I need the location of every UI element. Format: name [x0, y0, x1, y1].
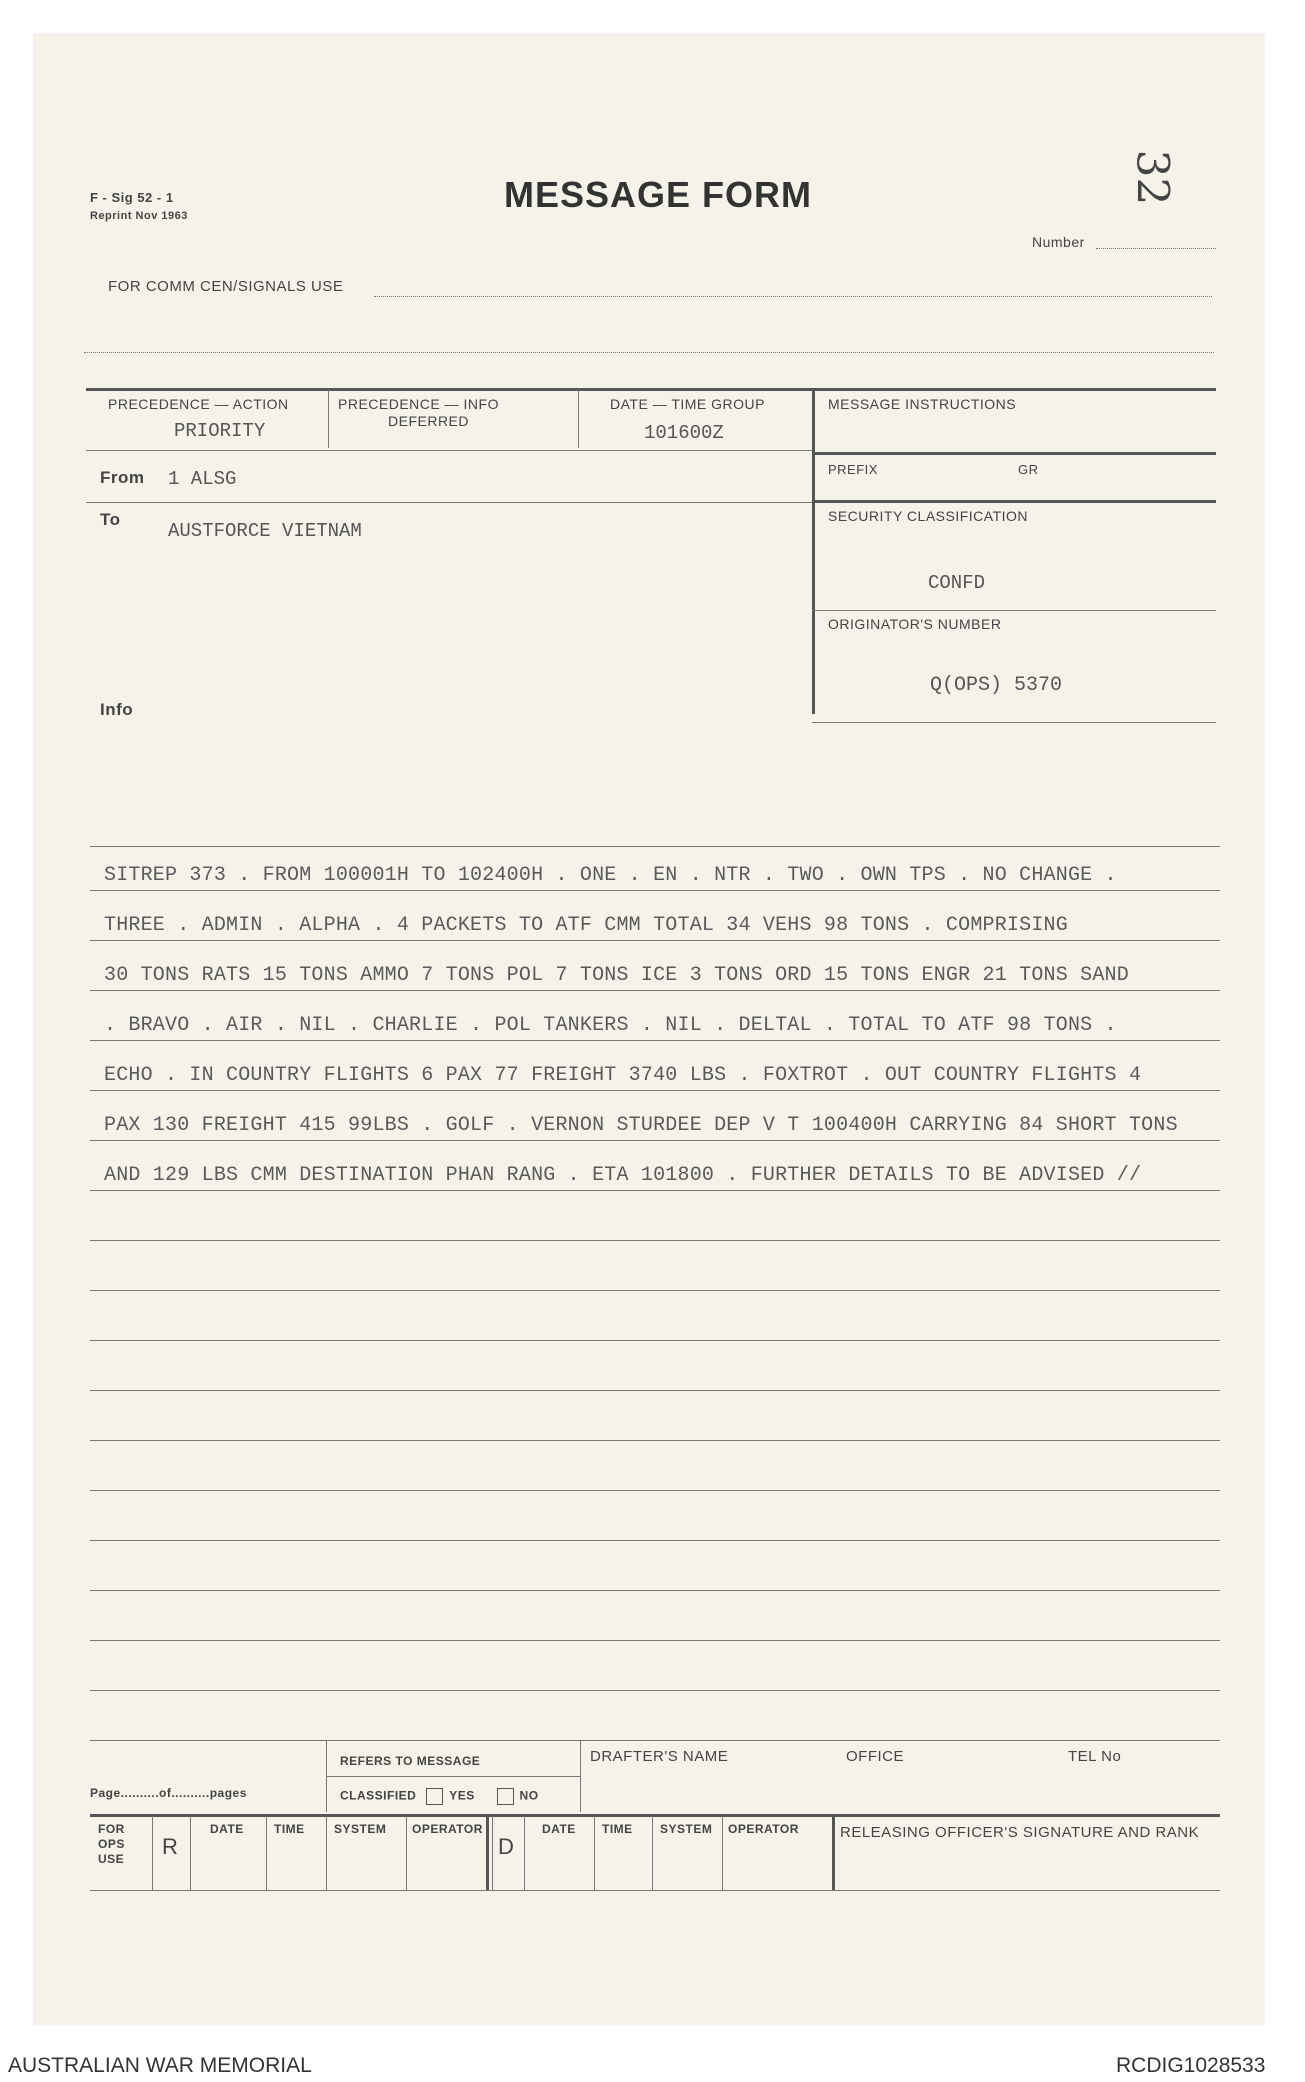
header-divider-2 — [578, 390, 579, 448]
form-number: F - Sig 52 - 1 — [90, 190, 174, 205]
precedence-action-label: PRECEDENCE — ACTION — [108, 396, 289, 412]
body-rule — [90, 1590, 1220, 1591]
message-line: SITREP 373 . FROM 100001H TO 102400H . ONE . EN . NTR . TWO . OWN TPS . NO CHANGE . — [104, 864, 1117, 887]
body-rule — [90, 1440, 1220, 1441]
r-date-label: DATE — [210, 1822, 244, 1836]
r-time-label: TIME — [274, 1822, 305, 1836]
message-form-sheet — [34, 34, 1264, 2024]
ops-use-bottom-rule — [90, 1890, 1220, 1891]
handwritten-page-number: 32 — [1126, 149, 1178, 206]
body-rule — [90, 1540, 1220, 1541]
ops-col-divider — [406, 1816, 407, 1890]
originator-number-label: ORIGINATOR'S NUMBER — [828, 616, 1002, 632]
message-instructions-label: MESSAGE INSTRUCTIONS — [828, 396, 1017, 412]
ops-col-divider — [266, 1816, 267, 1890]
reprint-note: Reprint Nov 1963 — [90, 210, 188, 222]
number-label: Number — [1032, 234, 1085, 250]
body-rule-top — [90, 846, 1220, 847]
gr-label: GR — [1018, 462, 1039, 477]
header-top-rule — [86, 388, 1216, 391]
message-line: AND 129 LBS CMM DESTINATION PHAN RANG . ETA 101800 . FURTHER DETAILS TO BE ADVISED // — [104, 1164, 1142, 1187]
tel-no-label: TEL No — [1068, 1748, 1122, 1765]
message-line: PAX 130 FREIGHT 415 99LBS . GOLF . VERNON STURDEE DEP V T 100400H CARRYING 84 SHORT TONS — [104, 1114, 1178, 1137]
archive-caption-right: RCDIG1028533 — [1116, 2054, 1266, 2077]
dtg-value[interactable]: 101600Z — [644, 422, 724, 444]
from-top-rule — [86, 450, 812, 451]
body-rule — [90, 1690, 1220, 1691]
footer-top-rule — [90, 1740, 1220, 1741]
body-rule — [90, 890, 1220, 891]
d-system-label: SYSTEM — [660, 1822, 713, 1836]
for-ops-use-label: FOR OPS USE — [98, 1822, 125, 1866]
originator-top-rule — [812, 610, 1216, 611]
d-operator-label: OPERATOR — [728, 1822, 799, 1836]
info-label: Info — [100, 700, 134, 719]
drafters-name-label: DRAFTER'S NAME — [590, 1748, 729, 1765]
classified-no-checkbox[interactable] — [497, 1788, 514, 1805]
refers-to-message-label: REFERS TO MESSAGE — [340, 1754, 481, 1768]
ops-use-top-rule — [90, 1814, 1220, 1817]
classified-yes-checkbox[interactable] — [426, 1788, 443, 1805]
body-rule — [90, 1140, 1220, 1141]
prefix-label: PREFIX — [828, 462, 878, 477]
comm-cen-field[interactable] — [374, 296, 1212, 297]
office-label: OFFICE — [846, 1748, 904, 1765]
footer-divider-refers-right — [580, 1740, 581, 1812]
ops-col-divider-thick — [486, 1816, 489, 1890]
body-rule — [90, 1490, 1220, 1491]
dtg-label: DATE — TIME GROUP — [610, 396, 765, 412]
r-operator-label: OPERATOR — [412, 1822, 483, 1836]
precedence-info-deferred: DEFERRED — [388, 413, 470, 429]
message-line: . BRAVO . AIR . NIL . CHARLIE . POL TANKERS . NIL . DELTAL . TOTAL TO ATF 98 TONS . — [104, 1014, 1117, 1037]
header-divider-1 — [328, 390, 329, 448]
r-system-label: SYSTEM — [334, 1822, 387, 1836]
body-rule — [90, 1190, 1220, 1191]
comm-cen-label: FOR COMM CEN/SIGNALS USE — [108, 278, 344, 295]
from-value[interactable]: 1 ALSG — [168, 468, 237, 490]
message-line: THREE . ADMIN . ALPHA . 4 PACKETS TO ATF CMM TOTAL 34 VEHS 98 TONS . COMPRISING — [104, 914, 1068, 937]
body-rule — [90, 1390, 1220, 1391]
body-rule — [90, 1090, 1220, 1091]
body-rule — [90, 990, 1220, 991]
refers-mid-rule — [326, 1776, 580, 1777]
ops-col-divider — [722, 1816, 723, 1890]
header-divider-right — [812, 390, 815, 714]
archive-caption-left: AUSTRALIAN WAR MEMORIAL — [8, 2054, 312, 2077]
ops-col-divider — [190, 1816, 191, 1890]
message-line: 30 TONS RATS 15 TONS AMMO 7 TONS POL 7 TONS ICE 3 TONS ORD 15 TONS ENGR 21 TONS SAND — [104, 964, 1129, 987]
security-top-rule — [812, 500, 1216, 503]
to-label: To — [100, 510, 121, 529]
classified-label: CLASSIFIED — [340, 1788, 417, 1803]
body-rule — [90, 1040, 1220, 1041]
precedence-info-label: PRECEDENCE — INFO — [338, 396, 499, 412]
d-label: D — [498, 1834, 515, 1859]
message-line: ECHO . IN COUNTRY FLIGHTS 6 PAX 77 FREIGHT 3740 LBS . FOXTROT . OUT COUNTRY FLIGHTS 4 — [104, 1064, 1142, 1087]
body-rule — [90, 940, 1220, 941]
security-classification-value[interactable]: CONFD — [928, 572, 986, 594]
ops-col-divider — [594, 1816, 595, 1890]
yes-label: YES — [449, 1788, 475, 1803]
comm-cen-line-2 — [84, 352, 1214, 353]
precedence-action-value[interactable]: PRIORITY — [174, 420, 266, 442]
originator-bottom-rule — [812, 722, 1216, 723]
ops-col-divider — [652, 1816, 653, 1890]
from-label: From — [100, 468, 145, 487]
security-classification-label: SECURITY CLASSIFICATION — [828, 508, 1029, 524]
r-label: R — [162, 1834, 179, 1859]
classified-row — [340, 1788, 539, 1805]
body-rule — [90, 1240, 1220, 1241]
ops-col-divider-thick — [832, 1816, 835, 1890]
to-top-rule — [86, 502, 812, 503]
releasing-officer-label: RELEASING OFFICER'S SIGNATURE AND RANK — [840, 1824, 1200, 1841]
form-title: MESSAGE FORM — [504, 174, 813, 215]
body-rule — [90, 1340, 1220, 1341]
prefix-top-rule — [812, 452, 1216, 455]
d-time-label: TIME — [602, 1822, 633, 1836]
d-date-label: DATE — [542, 1822, 576, 1836]
ops-col-divider — [152, 1816, 153, 1890]
ops-col-divider — [492, 1816, 493, 1890]
body-rule — [90, 1640, 1220, 1641]
ops-col-divider — [524, 1816, 525, 1890]
body-rule — [90, 1290, 1220, 1291]
no-label: NO — [519, 1788, 539, 1803]
originator-number-value[interactable]: Q(OPS) 5370 — [930, 674, 1063, 697]
to-value[interactable]: AUSTFORCE VIETNAM — [168, 520, 362, 542]
number-field[interactable] — [1096, 248, 1216, 249]
page-of-pages: Page..........of..........pages — [90, 1786, 247, 1800]
ops-col-divider — [326, 1816, 327, 1890]
